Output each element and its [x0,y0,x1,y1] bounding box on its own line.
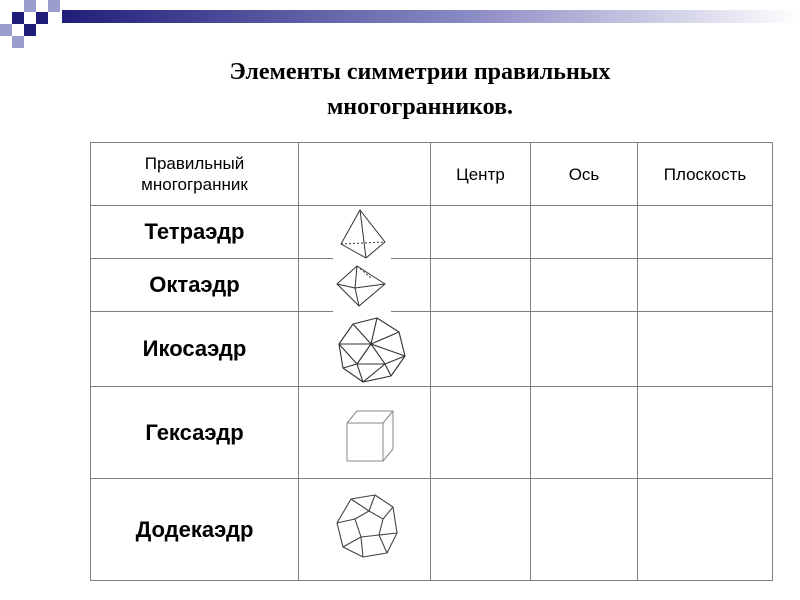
table-row [91,387,773,479]
checker-square [12,12,24,24]
header-decoration [0,0,800,50]
tetrahedron-icon [333,206,391,262]
checker-square [0,0,12,12]
octahedron-icon [333,262,391,312]
header-center: Центр [431,143,531,206]
header-band [0,0,800,50]
row-center-cell[interactable] [431,479,531,581]
row-plane-cell[interactable] [638,206,773,259]
row-axis-cell[interactable] [531,259,638,312]
row-name-icosahedron: Икосаэдр [91,312,299,387]
checker-square [24,0,36,12]
row-plane-cell[interactable] [638,259,773,312]
checker-square [48,0,60,12]
slide-title-line1: Элементы симметрии правильных [229,59,611,85]
row-name-hexahedron: Гексаэдр [91,387,299,479]
row-axis-cell[interactable] [531,206,638,259]
row-image-cell [299,387,431,479]
table-header-row [91,143,773,206]
row-image-cell [299,312,431,387]
gradient-stripe [62,10,800,23]
table-row [91,259,773,312]
checker-square [0,24,12,36]
row-image-cell [299,206,431,259]
header-axis: Ось [531,143,638,206]
row-plane-cell[interactable] [638,312,773,387]
row-center-cell[interactable] [431,259,531,312]
symmetry-table [90,142,773,581]
row-center-cell[interactable] [431,387,531,479]
row-image-cell [299,479,431,581]
row-center-cell[interactable] [431,206,531,259]
header-plane: Плоскость [638,143,773,206]
header-image [299,143,431,206]
row-plane-cell[interactable] [638,387,773,479]
header-polyhedron: Правильный многогранник [91,143,299,206]
table-row [91,479,773,581]
row-center-cell[interactable] [431,312,531,387]
row-image-cell [299,259,431,312]
slide-title [150,55,690,125]
table-row [91,206,773,259]
row-axis-cell[interactable] [531,312,638,387]
row-name-dodecahedron: Додекаэдр [91,479,299,581]
checker-square [24,24,36,36]
checker-square [36,12,48,24]
checker-square [12,36,24,48]
row-plane-cell[interactable] [638,479,773,581]
slide-title-line2: многогранников. [326,94,514,120]
row-name-octahedron: Октаэдр [91,259,299,312]
row-axis-cell[interactable] [531,387,638,479]
row-axis-cell[interactable] [531,479,638,581]
hexahedron-icon [343,407,397,465]
row-name-tetrahedron: Тетраэдр [91,206,299,259]
table-row [91,312,773,387]
dodecahedron-icon [335,493,401,561]
icosahedron-icon [333,314,409,386]
